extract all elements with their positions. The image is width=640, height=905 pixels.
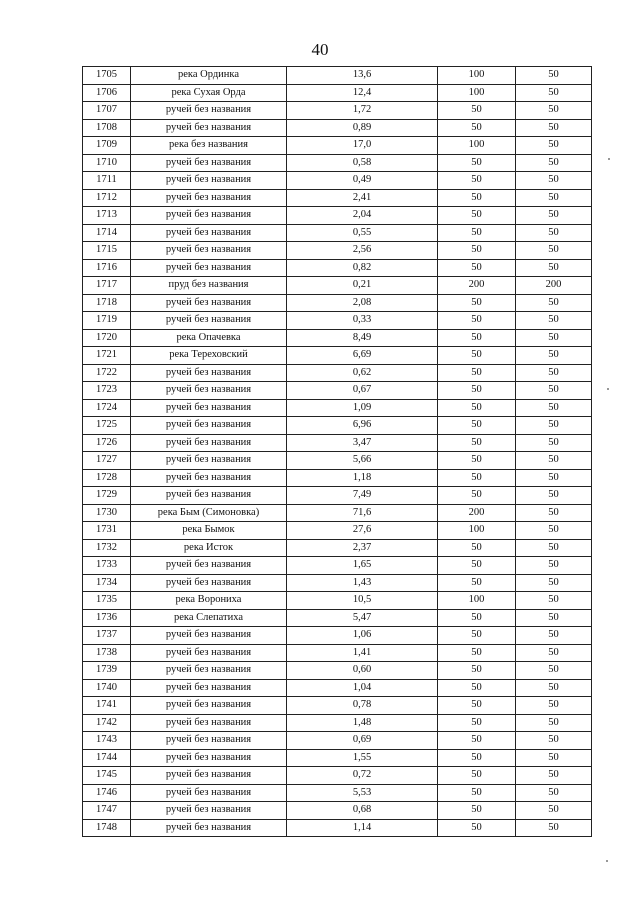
cell-water-body-name: река Сухая Орда: [131, 84, 287, 102]
table-row: [83, 382, 592, 400]
table-row: [83, 189, 592, 207]
cell-water-body-name: ручей без названия: [131, 819, 287, 837]
cell-protection-zone-width: 100: [438, 67, 516, 85]
table-row: [83, 487, 592, 505]
table-row: [83, 714, 592, 732]
cell-coastal-strip-width: 50: [516, 539, 592, 557]
cell-water-body-name: ручей без названия: [131, 242, 287, 260]
scan-speck: [608, 158, 610, 160]
cell-row-number: 1741: [83, 697, 131, 715]
cell-coastal-strip-width: 50: [516, 259, 592, 277]
cell-row-number: 1732: [83, 539, 131, 557]
cell-protection-zone-width: 50: [438, 539, 516, 557]
table-row: [83, 417, 592, 435]
cell-row-number: 1713: [83, 207, 131, 225]
table-row: [83, 224, 592, 242]
table-row: [83, 277, 592, 295]
cell-coastal-strip-width: 200: [516, 277, 592, 295]
cell-length-km: 5,53: [287, 784, 438, 802]
cell-length-km: 8,49: [287, 329, 438, 347]
cell-length-km: 0,82: [287, 259, 438, 277]
cell-length-km: 6,69: [287, 347, 438, 365]
cell-length-km: 0,49: [287, 172, 438, 190]
cell-length-km: 7,49: [287, 487, 438, 505]
cell-water-body-name: река Опачевка: [131, 329, 287, 347]
cell-protection-zone-width: 50: [438, 487, 516, 505]
cell-length-km: 0,55: [287, 224, 438, 242]
cell-row-number: 1719: [83, 312, 131, 330]
cell-row-number: 1738: [83, 644, 131, 662]
cell-water-body-name: ручей без названия: [131, 574, 287, 592]
cell-length-km: 0,69: [287, 732, 438, 750]
cell-water-body-name: река Бым (Симоновка): [131, 504, 287, 522]
cell-length-km: 2,41: [287, 189, 438, 207]
table-row: [83, 207, 592, 225]
cell-row-number: 1726: [83, 434, 131, 452]
cell-coastal-strip-width: 50: [516, 84, 592, 102]
cell-length-km: 6,96: [287, 417, 438, 435]
table-row: [83, 294, 592, 312]
table-row: [83, 347, 592, 365]
cell-protection-zone-width: 50: [438, 627, 516, 645]
cell-row-number: 1715: [83, 242, 131, 260]
cell-protection-zone-width: 50: [438, 819, 516, 837]
cell-water-body-name: ручей без названия: [131, 627, 287, 645]
cell-coastal-strip-width: 50: [516, 749, 592, 767]
cell-row-number: 1742: [83, 714, 131, 732]
cell-protection-zone-width: 50: [438, 644, 516, 662]
cell-row-number: 1728: [83, 469, 131, 487]
cell-coastal-strip-width: 50: [516, 714, 592, 732]
cell-protection-zone-width: 50: [438, 102, 516, 120]
cell-water-body-name: ручей без названия: [131, 557, 287, 575]
cell-water-body-name: ручей без названия: [131, 452, 287, 470]
cell-length-km: 1,18: [287, 469, 438, 487]
cell-protection-zone-width: 50: [438, 172, 516, 190]
cell-coastal-strip-width: 50: [516, 644, 592, 662]
cell-coastal-strip-width: 50: [516, 557, 592, 575]
cell-protection-zone-width: 50: [438, 259, 516, 277]
table-row: [83, 609, 592, 627]
cell-coastal-strip-width: 50: [516, 329, 592, 347]
cell-protection-zone-width: 50: [438, 679, 516, 697]
table-row: [83, 732, 592, 750]
cell-protection-zone-width: 50: [438, 714, 516, 732]
table-row: [83, 557, 592, 575]
cell-water-body-name: ручей без названия: [131, 172, 287, 190]
cell-coastal-strip-width: 50: [516, 399, 592, 417]
cell-protection-zone-width: 50: [438, 189, 516, 207]
cell-row-number: 1705: [83, 67, 131, 85]
cell-row-number: 1714: [83, 224, 131, 242]
cell-coastal-strip-width: 50: [516, 784, 592, 802]
table-row: [83, 819, 592, 837]
cell-length-km: 1,14: [287, 819, 438, 837]
cell-coastal-strip-width: 50: [516, 609, 592, 627]
cell-row-number: 1706: [83, 84, 131, 102]
cell-water-body-name: ручей без названия: [131, 679, 287, 697]
cell-length-km: 3,47: [287, 434, 438, 452]
cell-length-km: 0,33: [287, 312, 438, 330]
cell-row-number: 1707: [83, 102, 131, 120]
table-row: [83, 67, 592, 85]
cell-row-number: 1743: [83, 732, 131, 750]
table-row: [83, 242, 592, 260]
table-row: [83, 312, 592, 330]
cell-length-km: 1,55: [287, 749, 438, 767]
cell-coastal-strip-width: 50: [516, 417, 592, 435]
table-row: [83, 137, 592, 155]
cell-length-km: 2,37: [287, 539, 438, 557]
cell-protection-zone-width: 50: [438, 242, 516, 260]
cell-length-km: 0,62: [287, 364, 438, 382]
cell-protection-zone-width: 50: [438, 329, 516, 347]
cell-water-body-name: ручей без названия: [131, 399, 287, 417]
cell-water-body-name: ручей без названия: [131, 294, 287, 312]
cell-coastal-strip-width: 50: [516, 172, 592, 190]
cell-water-body-name: ручей без названия: [131, 487, 287, 505]
cell-protection-zone-width: 50: [438, 347, 516, 365]
cell-water-body-name: ручей без названия: [131, 767, 287, 785]
cell-length-km: 1,06: [287, 627, 438, 645]
table-row: [83, 469, 592, 487]
cell-row-number: 1736: [83, 609, 131, 627]
cell-row-number: 1721: [83, 347, 131, 365]
cell-water-body-name: ручей без названия: [131, 189, 287, 207]
cell-length-km: 0,60: [287, 662, 438, 680]
cell-protection-zone-width: 100: [438, 592, 516, 610]
cell-water-body-name: река Ординка: [131, 67, 287, 85]
cell-protection-zone-width: 50: [438, 364, 516, 382]
cell-coastal-strip-width: 50: [516, 102, 592, 120]
cell-protection-zone-width: 50: [438, 154, 516, 172]
cell-coastal-strip-width: 50: [516, 732, 592, 750]
cell-row-number: 1745: [83, 767, 131, 785]
table-row: [83, 592, 592, 610]
table-row: [83, 644, 592, 662]
cell-coastal-strip-width: 50: [516, 452, 592, 470]
cell-coastal-strip-width: 50: [516, 67, 592, 85]
table-row: [83, 504, 592, 522]
cell-row-number: 1733: [83, 557, 131, 575]
table-row: [83, 452, 592, 470]
cell-water-body-name: ручей без названия: [131, 259, 287, 277]
cell-water-body-name: ручей без названия: [131, 312, 287, 330]
cell-row-number: 1729: [83, 487, 131, 505]
cell-protection-zone-width: 50: [438, 417, 516, 435]
cell-protection-zone-width: 50: [438, 224, 516, 242]
cell-protection-zone-width: 50: [438, 382, 516, 400]
table-row: [83, 784, 592, 802]
cell-row-number: 1711: [83, 172, 131, 190]
cell-coastal-strip-width: 50: [516, 137, 592, 155]
cell-protection-zone-width: 50: [438, 732, 516, 750]
cell-water-body-name: ручей без названия: [131, 802, 287, 820]
cell-protection-zone-width: 50: [438, 452, 516, 470]
cell-protection-zone-width: 50: [438, 119, 516, 137]
cell-length-km: 0,72: [287, 767, 438, 785]
cell-length-km: 5,47: [287, 609, 438, 627]
cell-length-km: 2,08: [287, 294, 438, 312]
table-row: [83, 697, 592, 715]
cell-water-body-name: ручей без названия: [131, 207, 287, 225]
cell-length-km: 0,89: [287, 119, 438, 137]
cell-coastal-strip-width: 50: [516, 224, 592, 242]
cell-coastal-strip-width: 50: [516, 679, 592, 697]
table-row: [83, 574, 592, 592]
cell-coastal-strip-width: 50: [516, 347, 592, 365]
cell-protection-zone-width: 50: [438, 767, 516, 785]
cell-length-km: 5,66: [287, 452, 438, 470]
table-row: [83, 767, 592, 785]
cell-row-number: 1716: [83, 259, 131, 277]
table-row: [83, 102, 592, 120]
cell-row-number: 1725: [83, 417, 131, 435]
cell-length-km: 12,4: [287, 84, 438, 102]
cell-protection-zone-width: 50: [438, 609, 516, 627]
cell-length-km: 0,68: [287, 802, 438, 820]
cell-coastal-strip-width: 50: [516, 294, 592, 312]
table-body: [83, 67, 592, 837]
table-row: [83, 259, 592, 277]
cell-row-number: 1744: [83, 749, 131, 767]
cell-water-body-name: ручей без названия: [131, 382, 287, 400]
cell-coastal-strip-width: 50: [516, 189, 592, 207]
table-row: [83, 329, 592, 347]
cell-water-body-name: река Слепатиха: [131, 609, 287, 627]
cell-water-body-name: река Тереховский: [131, 347, 287, 365]
cell-length-km: 1,04: [287, 679, 438, 697]
table-row: [83, 627, 592, 645]
cell-length-km: 27,6: [287, 522, 438, 540]
table-row: [83, 399, 592, 417]
cell-water-body-name: ручей без названия: [131, 784, 287, 802]
cell-protection-zone-width: 50: [438, 662, 516, 680]
cell-water-body-name: ручей без названия: [131, 749, 287, 767]
cell-length-km: 0,78: [287, 697, 438, 715]
table-row: [83, 802, 592, 820]
cell-coastal-strip-width: 50: [516, 592, 592, 610]
cell-length-km: 1,65: [287, 557, 438, 575]
cell-length-km: 2,04: [287, 207, 438, 225]
cell-length-km: 2,56: [287, 242, 438, 260]
cell-length-km: 0,67: [287, 382, 438, 400]
cell-protection-zone-width: 50: [438, 399, 516, 417]
cell-coastal-strip-width: 50: [516, 662, 592, 680]
cell-length-km: 10,5: [287, 592, 438, 610]
cell-coastal-strip-width: 50: [516, 154, 592, 172]
table-row: [83, 154, 592, 172]
table-row: [83, 522, 592, 540]
cell-row-number: 1720: [83, 329, 131, 347]
cell-coastal-strip-width: 50: [516, 504, 592, 522]
cell-row-number: 1708: [83, 119, 131, 137]
cell-length-km: 1,43: [287, 574, 438, 592]
cell-protection-zone-width: 50: [438, 802, 516, 820]
table-row: [83, 539, 592, 557]
cell-protection-zone-width: 50: [438, 784, 516, 802]
cell-row-number: 1724: [83, 399, 131, 417]
cell-row-number: 1709: [83, 137, 131, 155]
cell-water-body-name: ручей без названия: [131, 102, 287, 120]
cell-row-number: 1748: [83, 819, 131, 837]
cell-protection-zone-width: 100: [438, 84, 516, 102]
cell-coastal-strip-width: 50: [516, 434, 592, 452]
cell-length-km: 71,6: [287, 504, 438, 522]
cell-water-body-name: ручей без названия: [131, 697, 287, 715]
table-row: [83, 172, 592, 190]
cell-water-body-name: ручей без названия: [131, 662, 287, 680]
cell-coastal-strip-width: 50: [516, 697, 592, 715]
cell-coastal-strip-width: 50: [516, 487, 592, 505]
cell-row-number: 1740: [83, 679, 131, 697]
cell-row-number: 1710: [83, 154, 131, 172]
cell-row-number: 1722: [83, 364, 131, 382]
cell-length-km: 0,21: [287, 277, 438, 295]
cell-protection-zone-width: 50: [438, 207, 516, 225]
cell-protection-zone-width: 50: [438, 749, 516, 767]
table-row: [83, 662, 592, 680]
table-row: [83, 434, 592, 452]
cell-row-number: 1712: [83, 189, 131, 207]
cell-protection-zone-width: 50: [438, 557, 516, 575]
cell-coastal-strip-width: 50: [516, 627, 592, 645]
cell-water-body-name: река Бымок: [131, 522, 287, 540]
cell-coastal-strip-width: 50: [516, 207, 592, 225]
cell-protection-zone-width: 50: [438, 434, 516, 452]
cell-water-body-name: река Исток: [131, 539, 287, 557]
cell-row-number: 1739: [83, 662, 131, 680]
cell-water-body-name: ручей без названия: [131, 417, 287, 435]
cell-row-number: 1734: [83, 574, 131, 592]
table-row: [83, 679, 592, 697]
cell-water-body-name: ручей без названия: [131, 434, 287, 452]
cell-protection-zone-width: 200: [438, 504, 516, 522]
cell-protection-zone-width: 100: [438, 522, 516, 540]
cell-length-km: 17,0: [287, 137, 438, 155]
cell-protection-zone-width: 50: [438, 574, 516, 592]
cell-water-body-name: река без названия: [131, 137, 287, 155]
cell-water-body-name: ручей без названия: [131, 224, 287, 242]
cell-row-number: 1746: [83, 784, 131, 802]
cell-row-number: 1737: [83, 627, 131, 645]
page-number: 40: [311, 40, 329, 59]
cell-water-body-name: ручей без названия: [131, 714, 287, 732]
cell-protection-zone-width: 50: [438, 312, 516, 330]
table-row: [83, 749, 592, 767]
cell-coastal-strip-width: 50: [516, 312, 592, 330]
cell-coastal-strip-width: 50: [516, 819, 592, 837]
cell-length-km: 1,41: [287, 644, 438, 662]
water-bodies-table: [82, 66, 592, 837]
cell-length-km: 1,72: [287, 102, 438, 120]
cell-length-km: 0,58: [287, 154, 438, 172]
table-row: [83, 84, 592, 102]
cell-water-body-name: ручей без названия: [131, 119, 287, 137]
scan-speck: [606, 860, 608, 862]
cell-row-number: 1731: [83, 522, 131, 540]
cell-protection-zone-width: 50: [438, 697, 516, 715]
cell-row-number: 1730: [83, 504, 131, 522]
cell-row-number: 1735: [83, 592, 131, 610]
cell-water-body-name: ручей без названия: [131, 732, 287, 750]
cell-water-body-name: пруд без названия: [131, 277, 287, 295]
cell-row-number: 1727: [83, 452, 131, 470]
cell-protection-zone-width: 200: [438, 277, 516, 295]
cell-length-km: 1,09: [287, 399, 438, 417]
cell-coastal-strip-width: 50: [516, 242, 592, 260]
cell-protection-zone-width: 50: [438, 294, 516, 312]
cell-length-km: 13,6: [287, 67, 438, 85]
cell-row-number: 1723: [83, 382, 131, 400]
cell-coastal-strip-width: 50: [516, 469, 592, 487]
cell-coastal-strip-width: 50: [516, 119, 592, 137]
cell-protection-zone-width: 100: [438, 137, 516, 155]
scan-speck: [607, 388, 609, 390]
table-row: [83, 119, 592, 137]
cell-water-body-name: река Ворониха: [131, 592, 287, 610]
cell-coastal-strip-width: 50: [516, 574, 592, 592]
cell-water-body-name: ручей без названия: [131, 644, 287, 662]
cell-row-number: 1717: [83, 277, 131, 295]
cell-coastal-strip-width: 50: [516, 802, 592, 820]
cell-coastal-strip-width: 50: [516, 364, 592, 382]
cell-length-km: 1,48: [287, 714, 438, 732]
cell-row-number: 1747: [83, 802, 131, 820]
cell-water-body-name: ручей без названия: [131, 154, 287, 172]
cell-water-body-name: ручей без названия: [131, 469, 287, 487]
cell-water-body-name: ручей без названия: [131, 364, 287, 382]
table-row: [83, 364, 592, 382]
cell-coastal-strip-width: 50: [516, 522, 592, 540]
cell-coastal-strip-width: 50: [516, 767, 592, 785]
cell-row-number: 1718: [83, 294, 131, 312]
cell-coastal-strip-width: 50: [516, 382, 592, 400]
cell-protection-zone-width: 50: [438, 469, 516, 487]
